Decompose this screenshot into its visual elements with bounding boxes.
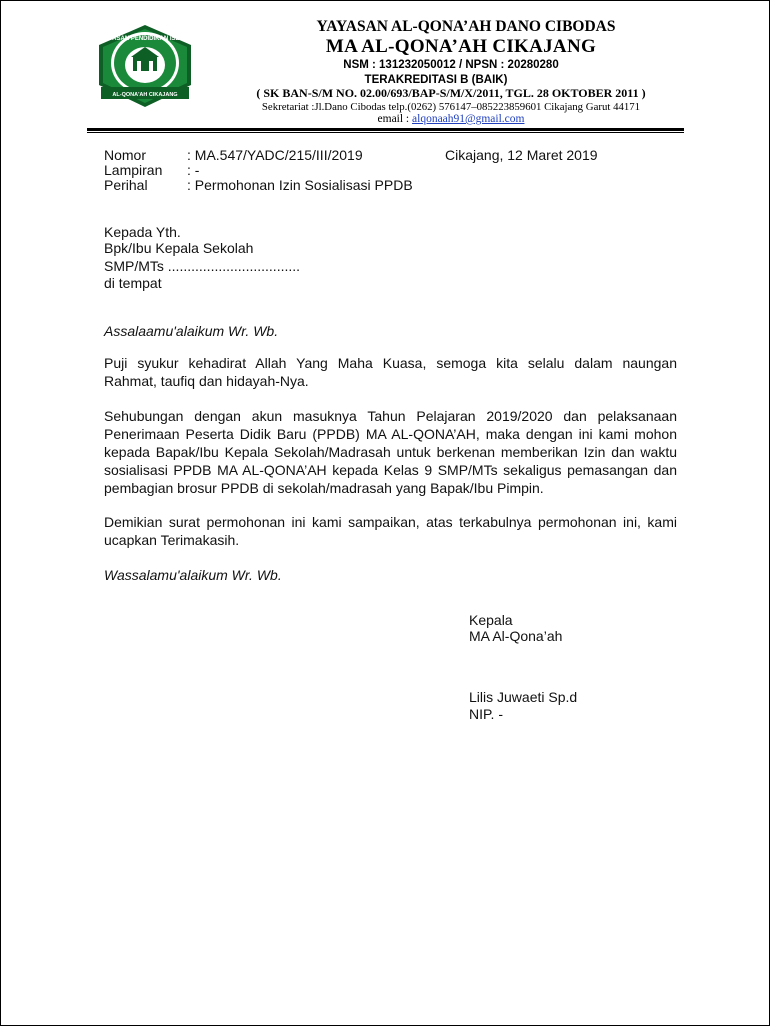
signature-institution: MA Al-Qona’ah [469, 628, 563, 644]
header-rule-thick [87, 128, 684, 131]
accreditation: TERAKREDITASI B (BAIK) [364, 74, 508, 86]
paragraph-line: Penerimaan Peserta Didik Baru (PPDB) MA AL-QONA’AH, maka dengan ini kami mohon [104, 426, 677, 442]
lampiran-label: Lampiran [104, 162, 163, 178]
foundation-name: YAYASAN AL-QONA’AH DANO CIBODAS [316, 18, 616, 35]
school-name: MA AL-QONA’AH CIKAJANG [325, 36, 597, 57]
paragraph-1 [104, 354, 677, 390]
nsm-npsn: NSM : 131232050012 / NPSN : 20280280 [343, 59, 559, 71]
lampiran-value: : - [187, 162, 200, 178]
nomor-value: : MA.547/YADC/215/III/2019 [187, 147, 363, 163]
email-link[interactable]: alqonaah91@gmail.com [412, 113, 525, 125]
signature-name: Lilis Juwaeti Sp.d [469, 689, 578, 705]
paragraph-line: pembagian brosur PPDB di sekolah/madrasah yang Bapak/Ibu Pimpin. [104, 480, 544, 496]
perihal-value: : Permohonan Izin Sosialisasi PPDB [187, 177, 413, 193]
signature-nip: NIP. - [469, 706, 503, 722]
paragraph-3 [104, 513, 677, 549]
paragraph-line: Sehubungan dengan akun masuknya Tahun Pelajaran 2019/2020 dan pelaksanaan [104, 408, 677, 424]
logo-text-top: YAYASAN PENDIDIKAN ISLAM [101, 36, 189, 42]
paragraph-line: Rahmat, taufiq dan hidayah-Nya. [104, 373, 309, 389]
recipient-line4: di tempat [104, 275, 162, 291]
signature-title: Kepala [469, 612, 513, 628]
address: Sekretariat :Jl.Dano Cibodas telp.(0262) 576147–085223859601 Cikajang Garut 44171 [261, 101, 641, 113]
paragraph-line: ucapkan Terimakasih. [104, 532, 240, 548]
letter-date: Cikajang, 12 Maret 2019 [445, 147, 598, 163]
email-line [0, 113, 772, 125]
paragraph-line: Demikian surat permohonan ini kami sampaikan, atas terkabulnya permohonan ini, kami [104, 514, 677, 530]
perihal-label: Perihal [104, 177, 148, 193]
greeting: Assalaamu'alaikum Wr. Wb. [104, 323, 279, 339]
paragraph-line: kepada Bapak/Ibu Kepala Sekolah/Madrasah untuk berkenan memberikan Izin dan waktu [104, 444, 677, 460]
recipient-line1: Kepada Yth. [104, 224, 181, 240]
email-label: email : [377, 113, 413, 125]
closing: Wassalamu'alaikum Wr. Wb. [104, 567, 282, 583]
paragraph-line: Puji syukur kehadirat Allah Yang Maha Kuasa, semoga kita selalu dalam naungan [104, 355, 677, 371]
logo-text-bottom: AL-QONA'AH CIKAJANG [112, 92, 178, 98]
recipient-line3: SMP/MTs .................................. [104, 258, 301, 274]
header-rule-thin [87, 132, 684, 133]
nomor-label: Nomor [104, 147, 147, 163]
paragraph-line: sosialisasi PPDB MA AL-QONA’AH kepada Kelas 9 SMP/MTs sekaligus pemasangan dan [104, 462, 677, 478]
recipient-line2: Bpk/Ibu Kepala Sekolah [104, 240, 254, 256]
sk-number: ( SK BAN-S/M NO. 02.00/693/BAP-S/M/X/2011, TGL. 28 OKTOBER 2011 ) [256, 86, 646, 100]
paragraph-2 [104, 407, 677, 497]
